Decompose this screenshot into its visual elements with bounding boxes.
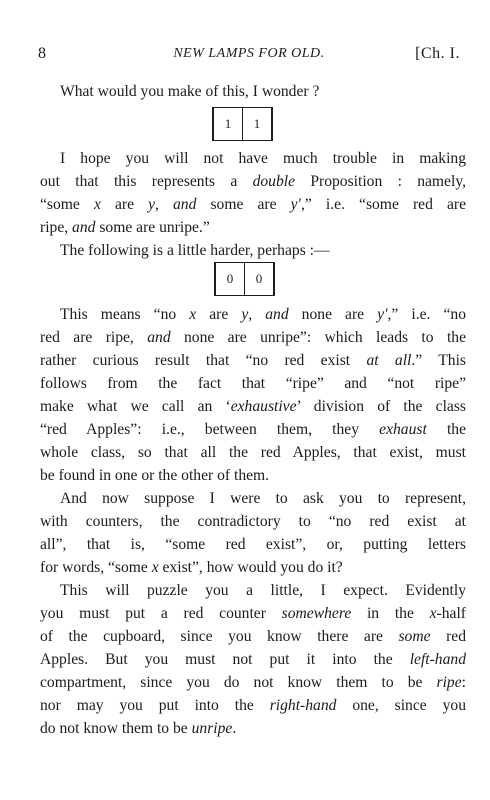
paragraph-line: all”, that is, “some red exist”, or, putting letters — [40, 536, 466, 553]
diagram-cell-left: 0 — [216, 262, 244, 296]
diagram-no-red-exist — [214, 262, 275, 296]
paragraph-line: you must put a red counter somewhere in the x-half — [40, 605, 466, 622]
paragraph-line: be found in one or the other of them. — [40, 467, 270, 484]
paragraph-line: for words, “some x exist”, how would you do it? — [40, 559, 343, 576]
paragraph-line: “some x are y, and some are y′,” i.e. “some red are — [40, 196, 466, 213]
paragraph-line: What would you make of this, I wonder ? — [60, 83, 320, 100]
paragraph-line: Apples. But you must not put it into the left-hand — [40, 651, 466, 668]
diagram-cell-right: 1 — [243, 107, 271, 141]
paragraph-line: nor may you put into the right-hand one, since you — [40, 697, 466, 714]
paragraph-line: follows from the fact that “ripe” and “not ripe” — [40, 375, 466, 392]
diagram-cell-left: 1 — [214, 107, 242, 141]
paragraph-line: “red Apples”: i.e., between them, they exhaust the — [40, 421, 467, 438]
paragraph-line: with counters, the contradictory to “no red exist at — [40, 513, 466, 530]
paragraph-line: I hope you will not have much trouble in making — [60, 150, 466, 167]
paragraph-line: The following is a little harder, perhaps :— — [60, 242, 330, 259]
paragraph-line: make what we call an ‘exhaustive’ division of the class — [40, 398, 466, 415]
paragraph-line: red are ripe, and none are unripe”: which leads to the — [40, 329, 466, 346]
diagram-double-proposition — [212, 107, 273, 141]
page-number: 8 — [38, 45, 46, 62]
paragraph-line: And now suppose I were to ask you to represent, — [60, 490, 466, 507]
running-header — [38, 45, 460, 67]
running-title: NEW LAMPS FOR OLD. — [173, 46, 325, 61]
paragraph-line: out that this represents a double Proposition : namely, — [40, 173, 466, 190]
paragraph-line: ripe, and some are unripe.” — [40, 219, 210, 236]
paragraph-line: This means “no x are y, and none are y′,” i.e. “no — [60, 306, 467, 323]
paragraph-line: do not know them to be unripe. — [40, 720, 237, 737]
paragraph-line: whole class, so that all the red Apples, that exist, must — [40, 444, 466, 461]
paragraph-line: rather curious result that “no red exist at all.” This — [40, 352, 466, 369]
paragraph-line: of the cupboard, since you know there are some red — [40, 628, 466, 645]
chapter-marker: [Ch. I. — [415, 45, 460, 62]
paragraph-line: compartment, since you do not know them to be ripe: — [40, 674, 466, 691]
paragraph-line: This will puzzle you a little, I expect. Evidently — [60, 582, 466, 599]
diagram-cell-right: 0 — [245, 262, 273, 296]
